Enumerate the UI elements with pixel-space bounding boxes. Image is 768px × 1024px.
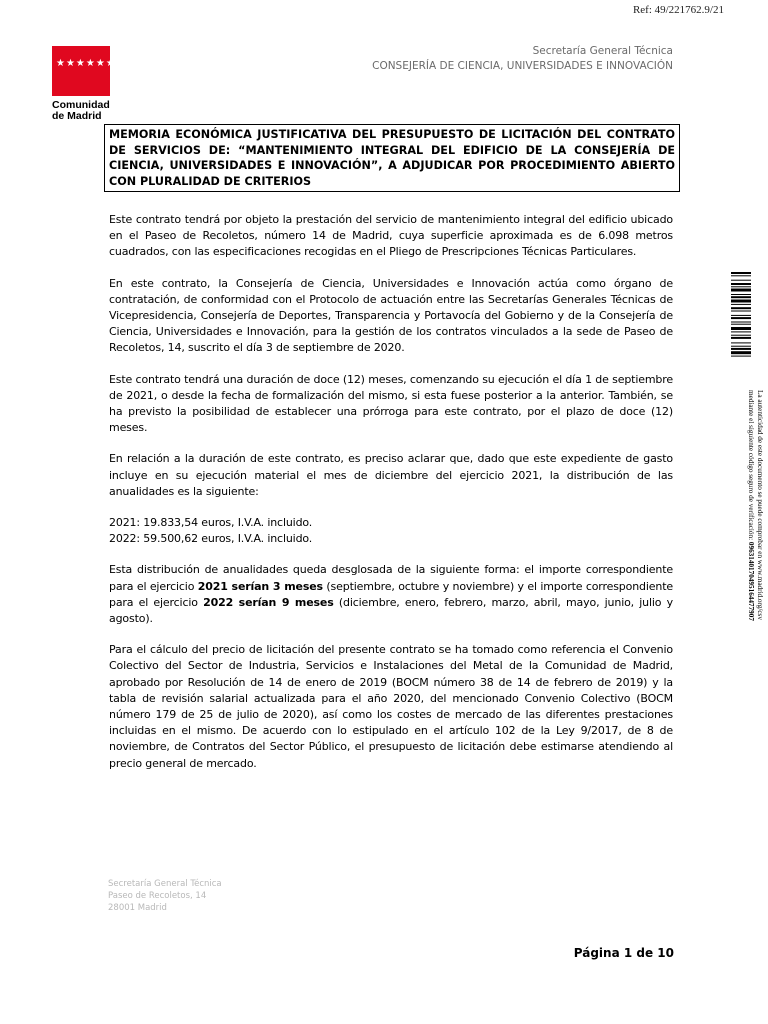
barcode-bar xyxy=(731,322,751,323)
breakdown-months-9: 9 meses xyxy=(281,595,334,609)
verification-line1: La autenticidad de este documento se puede comprobar en www.madrid.org/csv xyxy=(756,390,764,620)
breakdown-text-i: (diciembre, enero, febrero, marzo, abril, mayo, junio, julio y agosto). xyxy=(109,595,673,626)
barcode-bar xyxy=(731,351,751,354)
barcode-bar xyxy=(731,300,751,303)
verification-line2 xyxy=(746,390,755,690)
barcode-bar xyxy=(731,296,751,298)
barcode-bar xyxy=(731,327,751,330)
barcode-bar xyxy=(731,307,751,309)
breakdown-text-g: serían xyxy=(233,595,282,609)
logo-flag-icon xyxy=(52,46,126,96)
barcode-bar xyxy=(731,331,751,332)
header-line2: CONSEJERÍA DE CIENCIA, UNIVERSIDADES E INNOVACIÓN xyxy=(372,60,673,72)
document-reference: Ref: 49/221762.9/21 xyxy=(632,4,724,16)
verification-code: 0963140170495164477907 xyxy=(747,541,755,621)
page-number: Página 1 de 10 xyxy=(573,946,674,960)
barcode-bar xyxy=(731,272,751,274)
barcode-bar xyxy=(731,335,751,336)
barcode-bar xyxy=(731,275,751,276)
header-line1: Secretaría General Técnica xyxy=(532,45,673,57)
barcode-icon xyxy=(731,272,751,386)
paragraph-annuities-breakdown xyxy=(109,562,673,627)
breakdown-year-2022: 2022 xyxy=(203,595,234,609)
verification-line2-text: mediante el siguiente código seguro de verificación: xyxy=(747,390,755,542)
barcode-bar xyxy=(731,337,751,339)
logo-text xyxy=(52,100,112,122)
barcode-bar xyxy=(731,280,751,281)
barcode-bar xyxy=(731,289,751,292)
footer-line1: Secretaría General Técnica xyxy=(108,879,222,889)
logo-text-line2: de Madrid xyxy=(52,110,102,122)
barcode-bar xyxy=(731,324,751,325)
breakdown-text-c: serían xyxy=(227,579,273,593)
breakdown-text-a: Esta distribución de anualidades queda desglosada de la siguiente forma: el importe correspondiente para el ejercicio xyxy=(109,563,673,593)
breakdown-months-3: 3 meses xyxy=(272,579,323,593)
barcode-bar xyxy=(731,348,751,350)
barcode-bar xyxy=(731,311,751,312)
barcode-bar xyxy=(731,315,751,316)
barcode-bar xyxy=(731,317,751,319)
breakdown-year-2021: 2021 xyxy=(197,579,228,593)
annuity-2021: 2021: 19.833,54 euros, I.V.A. incluido. xyxy=(109,516,313,530)
paragraph-object: Este contrato tendrá por objeto la prestación del servicio de mantenimiento integral del edificio ubicado en el Paseo de Recoletos, número 14 de Madrid, cuya superficie aproximada es de 6.098 metros cuadrados, con las especificaciones recogidas en el Pliego de Prescripciones Técnicas Particulares. xyxy=(109,213,673,259)
document-body xyxy=(109,212,673,787)
paragraph-contracting-body: En este contrato, la Consejería de Ciencia, Universidades e Innovación actúa como órgano de contratación, de conformidad con el Protocolo de actuación entre las Secretarías Generales Técnicas de Vicepresidencia, Consejería de Deportes, Transparencia y Portavocía del Gobierno y de la Consejería de Ciencia, Universidades e Innovación, para la gestión de los contratos vinculados a la sede de Paseo de Recoletos, 14, suscrito el día 3 de septiembre de 2020. xyxy=(109,276,673,355)
document-title: MEMORIA ECONÓMICA JUSTIFICATIVA DEL PRESUPUESTO DE LICITACIÓN DEL CONTRATO DE SERVICIOS DE: “MANTENIMIENTO INTEGRAL DEL EDIFICIO DE LA CONSEJERÍA DE CIENCIA, UNIVERSIDADES E INNOVACIÓN”, A ADJUDICAR POR PROCEDIMIENTO ABIERTO CON PLURALIDAD DE CRITERIOS xyxy=(104,124,680,192)
barcode-bar xyxy=(731,286,751,287)
header-department xyxy=(372,44,673,74)
barcode-bar xyxy=(731,342,751,343)
barcode-bar xyxy=(731,346,751,347)
paragraph-duration: Este contrato tendrá una duración de doce (12) meses, comenzando su ejecución el día 1 de septiembre de 2021, o desde la fecha de formalización del mismo, si esta fuese posterior a la anterior. También, se ha previsto la posibilidad de establecer una prórroga para este contrato, por el plazo de doce (12) meses. xyxy=(109,372,673,435)
barcode-bar xyxy=(731,356,751,357)
paragraph-price-calculation: Para el cálculo del precio de licitación del presente contrato se ha tomado como referencia el Convenio Colectivo del Sector de Industria, Servicios e Instalaciones del Metal de la Comunidad de Madrid, aprobado por Resolución de 14 de enero de 2019 (BOCM número 38 de 14 de febrero de 2019) y la tabla de revisión salarial actualizada para el año 2020, del mencionado Convenio Colectivo (BOCM número 179 de 25 de julio de 2020), así como los costes de mercado de las diferentes prestaciones incluidas en el mismo. De acuerdo con lo estipulado en el artículo 102 de la Ley 9/2017, de 8 de noviembre, de Contratos del Sector Público, el presupuesto de licitación debe estimarse atendiendo al precio general de mercado. xyxy=(109,643,673,770)
verification-note xyxy=(740,390,764,690)
footer-line3: 28001 Madrid xyxy=(108,903,167,913)
barcode-bar xyxy=(731,294,751,295)
logo-stars: ★★★★★★★ xyxy=(56,58,126,69)
logo-text-line1: Comunidad xyxy=(52,99,110,111)
paragraph-annuities-intro: En relación a la duración de este contrato, es preciso aclarar que, dado que este expediente de gasto incluye en su ejecución material el mes de diciembre del ejercicio 2021, la distribución de las anualidades es la siguiente: xyxy=(109,452,673,498)
barcode-bar xyxy=(731,283,751,285)
breakdown-text-e: (septiembre, octubre y noviembre) y el importe correspondiente para el ejercicio xyxy=(109,579,674,609)
footer-address xyxy=(108,878,222,914)
comunidad-de-madrid-logo xyxy=(52,46,126,122)
footer-line2: Paseo de Recoletos, 14 xyxy=(108,891,207,901)
barcode-bar xyxy=(731,304,751,305)
annuity-2022: 2022: 59.500,62 euros, I.V.A. incluido. xyxy=(109,532,313,546)
